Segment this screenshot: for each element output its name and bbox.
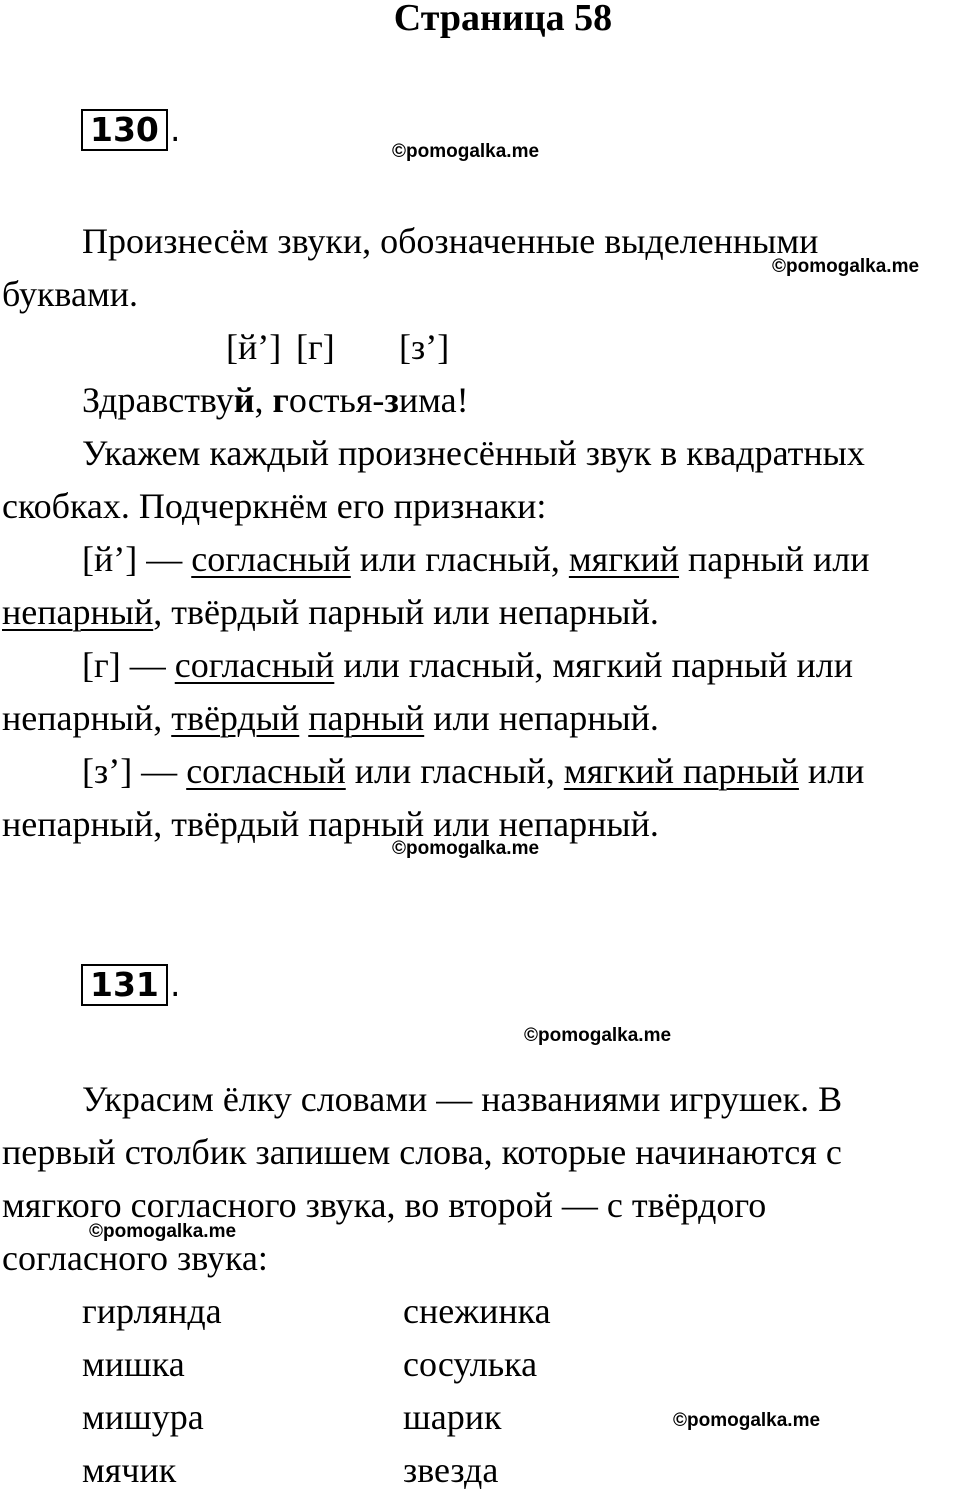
sound-transcription: [з’]	[399, 327, 450, 367]
exercise-number-dot: .	[170, 110, 181, 149]
watermark: ©pomogalka.me	[392, 141, 540, 162]
exercise-number-dot: .	[170, 965, 181, 1004]
paragraph-line: Украсим ёлку словами — названиями игрушек. В	[82, 1079, 843, 1119]
sound-description-line: непарный, твёрдый парный или непарный.	[2, 804, 659, 844]
watermark: ©pomogalka.me	[392, 838, 540, 859]
watermark: ©pomogalka.me	[524, 1025, 672, 1046]
sound-description-line: [й’] — согласный или гласный, мягкий парный или	[82, 539, 870, 579]
word-list-item: шарик	[403, 1397, 502, 1437]
page-title: Страница 58	[393, 0, 613, 39]
sound-description-line: [г] — согласный или гласный, мягкий парный или	[82, 645, 853, 685]
paragraph-line: скобках. Подчеркнём его признаки:	[2, 486, 547, 526]
watermark: ©pomogalka.me	[772, 256, 920, 277]
word-list-item: звезда	[403, 1450, 499, 1490]
paragraph-line: Произнесём звуки, обозначенные выделенными	[82, 221, 819, 261]
paragraph-line: первый столбик запишем слова, которые начинаются с	[2, 1132, 842, 1172]
paragraph-line: буквами.	[2, 274, 138, 314]
sound-description-line: [з’] — согласный или гласный, мягкий парный или	[82, 751, 865, 791]
sound-transcription: [й’]	[226, 327, 282, 367]
sound-transcription: [г]	[296, 327, 335, 367]
word-list-item: сосулька	[403, 1344, 538, 1384]
paragraph-line: согласного звука:	[2, 1238, 268, 1278]
sound-description-line: непарный, твёрдый парный или непарный.	[2, 592, 659, 632]
paragraph-line: мягкого согласного звука, во второй — с твёрдого	[2, 1185, 767, 1225]
exercise-number-130: 130	[81, 109, 168, 151]
exercise-number-131: 131	[81, 964, 168, 1006]
example-phrase: Здравствуй, гостья-зима!	[82, 380, 469, 420]
watermark: ©pomogalka.me	[673, 1410, 821, 1431]
word-list-item: снежинка	[403, 1291, 551, 1331]
word-list-item: мишура	[82, 1397, 204, 1437]
word-list-item: мячик	[82, 1450, 177, 1490]
word-list-item: гирлянда	[82, 1291, 222, 1331]
watermark: ©pomogalka.me	[89, 1221, 237, 1242]
paragraph-line: Укажем каждый произнесённый звук в квадратных	[82, 433, 865, 473]
word-list-item: мишка	[82, 1344, 185, 1384]
sound-description-line: непарный, твёрдый парный или непарный.	[2, 698, 659, 738]
